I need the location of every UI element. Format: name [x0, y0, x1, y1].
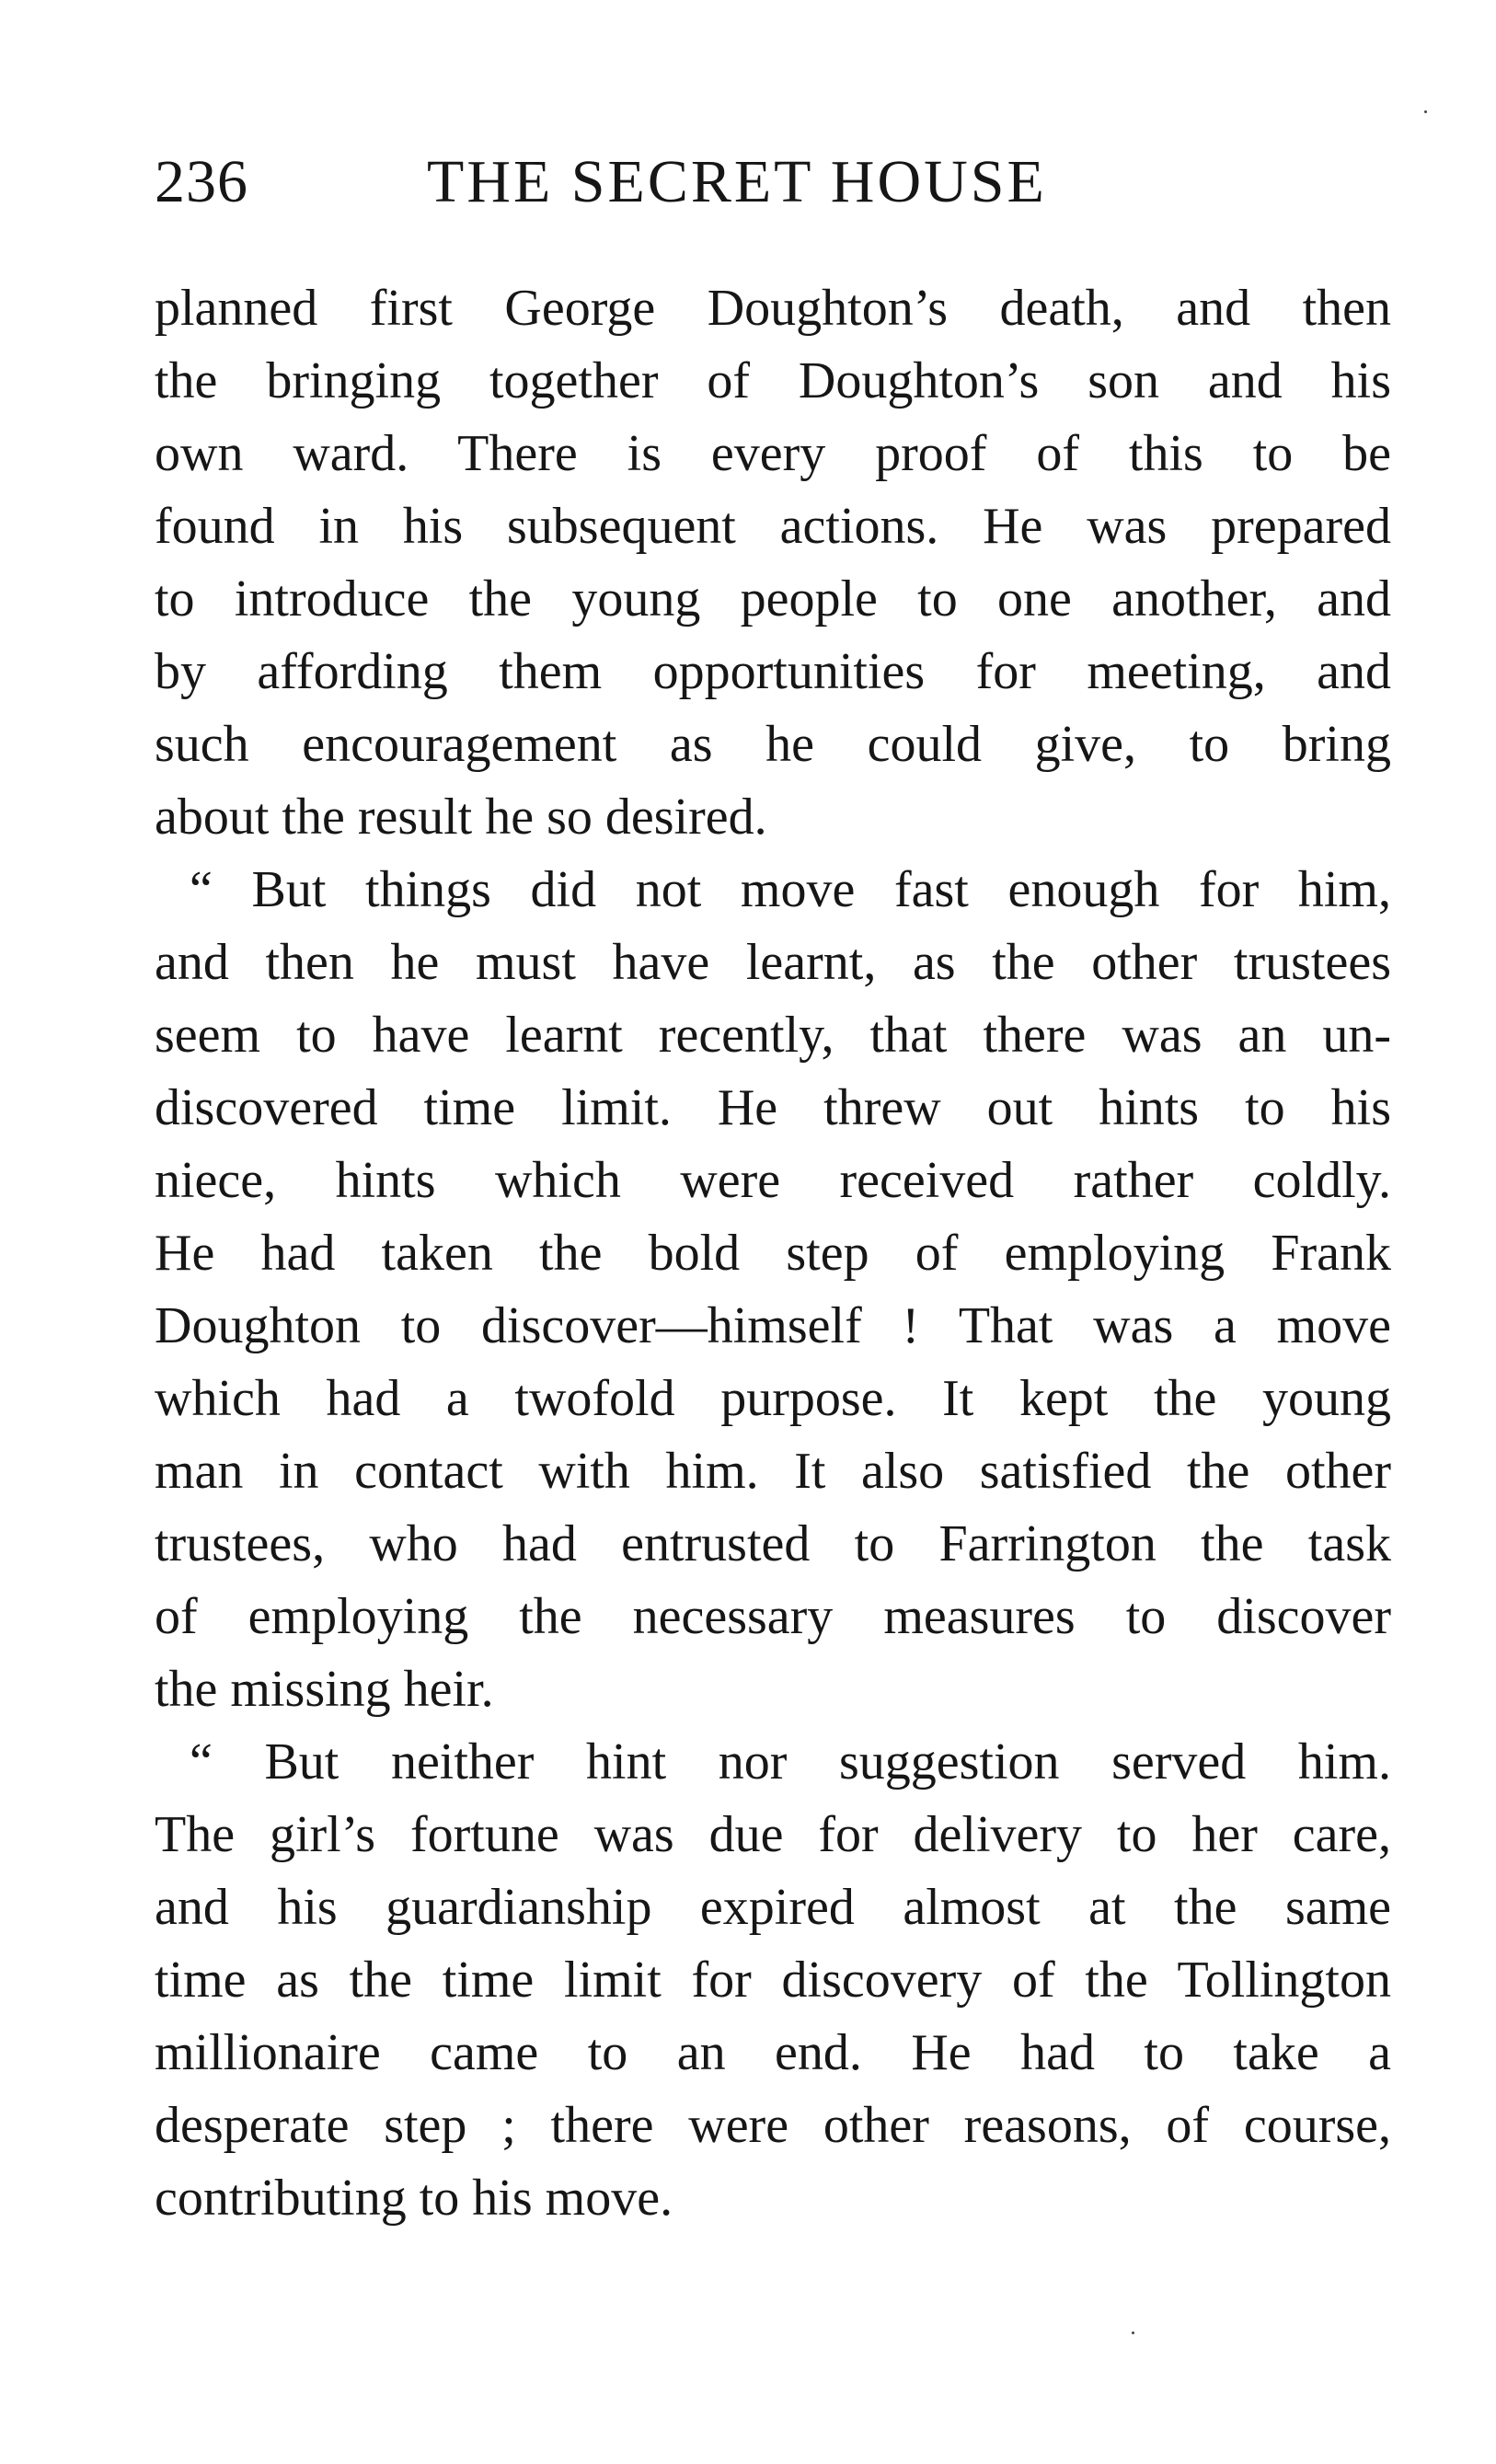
text-line: seem to have learnt recently, that there was an un-	[155, 1007, 1391, 1064]
text-line: and then he must have learnt, as the other trustees	[155, 934, 1391, 991]
text-line: niece, hints which were received rather coldly.	[155, 1152, 1391, 1209]
text-line: and his guardianship expired almost at the same	[155, 1879, 1391, 1936]
text-line: by affording them opportunities for meeting, and	[155, 643, 1391, 700]
text-line: about the result he so desired.	[155, 789, 767, 846]
text-line: the bringing together of Doughton’s son and his	[155, 352, 1391, 409]
scan-speck	[1424, 110, 1427, 113]
text-line: such encouragement as he could give, to bring	[155, 716, 1391, 773]
text-line: the missing heir.	[155, 1661, 494, 1718]
text-line: man in contact with him. It also satisfied the other	[155, 1443, 1391, 1500]
text-line: contributing to his move.	[155, 2170, 673, 2227]
text-line: time as the time limit for discovery of the Tollington	[155, 1952, 1391, 2009]
running-title: THE SECRET HOUSE	[427, 148, 1047, 215]
text-line: desperate step ; there were other reasons, of course,	[155, 2097, 1391, 2154]
text-line: found in his subsequent actions. He was prepared	[155, 498, 1391, 555]
text-line: millionaire came to an end. He had to take a	[155, 2024, 1391, 2081]
text-line: Doughton to discover—himself ! That was a move	[155, 1297, 1391, 1354]
text-line: “ But things did not move fast enough for him,	[190, 861, 1391, 918]
body-text	[155, 272, 1391, 2235]
page-number: 236	[155, 148, 248, 215]
scan-speck	[1132, 2332, 1134, 2334]
text-line: He had taken the bold step of employing Frank	[155, 1225, 1391, 1282]
text-line: own ward. There is every proof of this to be	[155, 425, 1391, 482]
text-line: which had a twofold purpose. It kept the young	[155, 1370, 1391, 1427]
text-line: of employing the necessary measures to discover	[155, 1588, 1391, 1645]
text-line: to introduce the young people to one another, and	[155, 570, 1391, 628]
text-line: discovered time limit. He threw out hints to his	[155, 1079, 1391, 1136]
text-line: The girl’s fortune was due for delivery to her care,	[155, 1806, 1391, 1863]
running-head	[155, 145, 1397, 219]
text-line: “ But neither hint nor suggestion served him.	[190, 1733, 1391, 1790]
text-line: trustees, who had entrusted to Farrington the task	[155, 1515, 1391, 1572]
text-line: planned first George Doughton’s death, and then	[155, 280, 1391, 337]
